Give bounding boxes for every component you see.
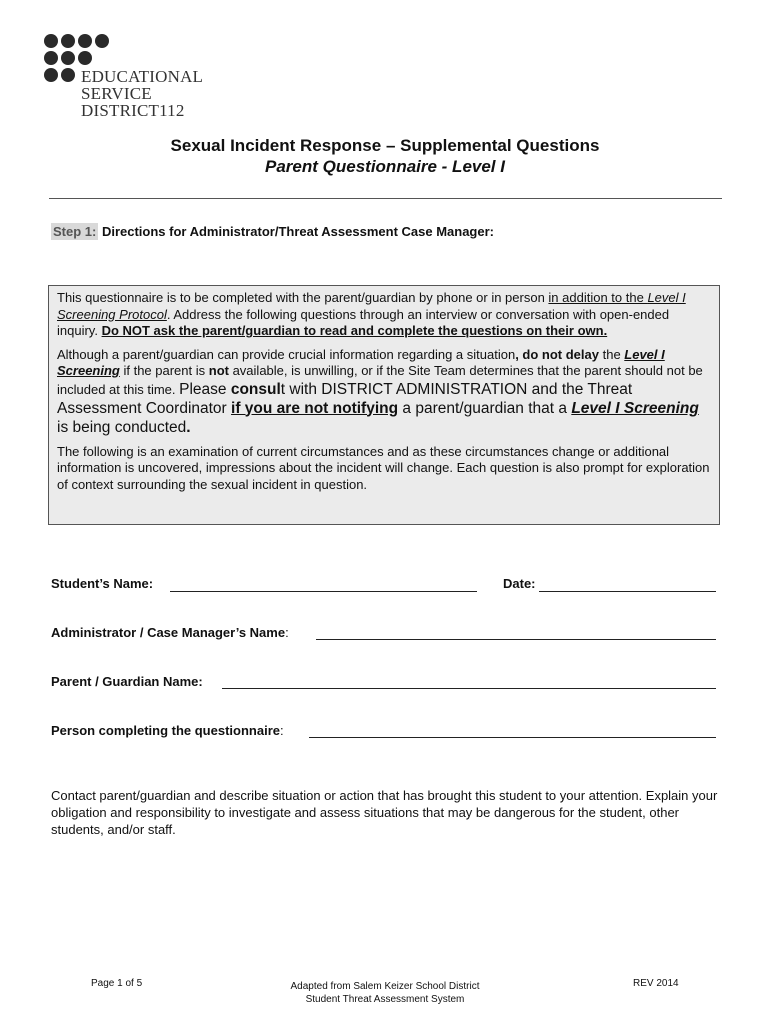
- document-subtitle: Parent Questionnaire - Level I: [265, 157, 505, 176]
- document-title: Sexual Incident Response – Supplemental Questions: [170, 136, 600, 155]
- parent-name-label: Parent / Guardian Name:: [51, 674, 203, 689]
- footer-attribution-line-2: Student Threat Assessment System: [305, 994, 465, 1005]
- step-1-heading: [51, 224, 494, 239]
- directions-box: [48, 285, 720, 525]
- footer-attribution: [285, 980, 485, 1006]
- step-text: Directions for Administrator/Threat Assessment Case Manager:: [98, 224, 494, 239]
- person-completing-field[interactable]: [309, 737, 716, 738]
- person-completing-label: Person completing the questionnaire:: [51, 723, 284, 738]
- logo-line-1: EDUCATIONAL: [81, 67, 204, 86]
- directions-paragraph-1: This questionnaire is to be completed with the parent/guardian by phone or in person in addition to the Level I Screening Protocol. Address the following questions through an interview or conversation with open-ended inquiry. Do NOT ask the parent/guardian to read and complete the questions on their own.: [57, 290, 686, 338]
- contact-instructions: Contact parent/guardian and describe situation or action that has brought this student to your attention. Explain your obligation and responsibility to investigate and assess situations that may be dangerous for the student, other students, and/or staff.: [51, 788, 718, 837]
- logo-line-3: DISTRICT112: [81, 101, 185, 120]
- step-tag: Step 1:: [53, 224, 97, 239]
- title-divider: [49, 198, 722, 199]
- date-field[interactable]: [539, 591, 716, 592]
- admin-name-label: Administrator / Case Manager’s Name:: [51, 625, 289, 640]
- date-label: Date:: [503, 576, 536, 591]
- page-number: Page 1 of 5: [91, 978, 143, 989]
- student-name-label: Student’s Name:: [51, 576, 154, 591]
- admin-name-field[interactable]: [316, 639, 716, 640]
- parent-name-field[interactable]: [222, 688, 716, 689]
- logo-line-2: SERVICE: [81, 84, 152, 103]
- footer-attribution-line-1: Adapted from Salem Keizer School District: [290, 981, 480, 992]
- esd-logo: [44, 34, 244, 124]
- student-name-field[interactable]: [170, 591, 477, 592]
- logo-text: [81, 68, 203, 119]
- revision: REV 2014: [633, 978, 679, 989]
- directions-paragraph-3: The following is an examination of current circumstances and as these circumstances change or additional information is uncovered, impressions about the incident will change. Each question is also prompt for exploration of context surrounding the sexual incident in question.: [57, 443, 710, 492]
- directions-paragraph-2: Although a parent/guardian can provide crucial information regarding a situation, do not delay the Level I Screening if the parent is not available, is unwilling, or if the Site Team determines that the parent should not be included at this time. Please consult with DISTRICT ADMINISTRATION and the Threat Assessment Coordinator if you are not notifying a parent/guardian that a Level I Screening is being conducted.: [57, 346, 703, 436]
